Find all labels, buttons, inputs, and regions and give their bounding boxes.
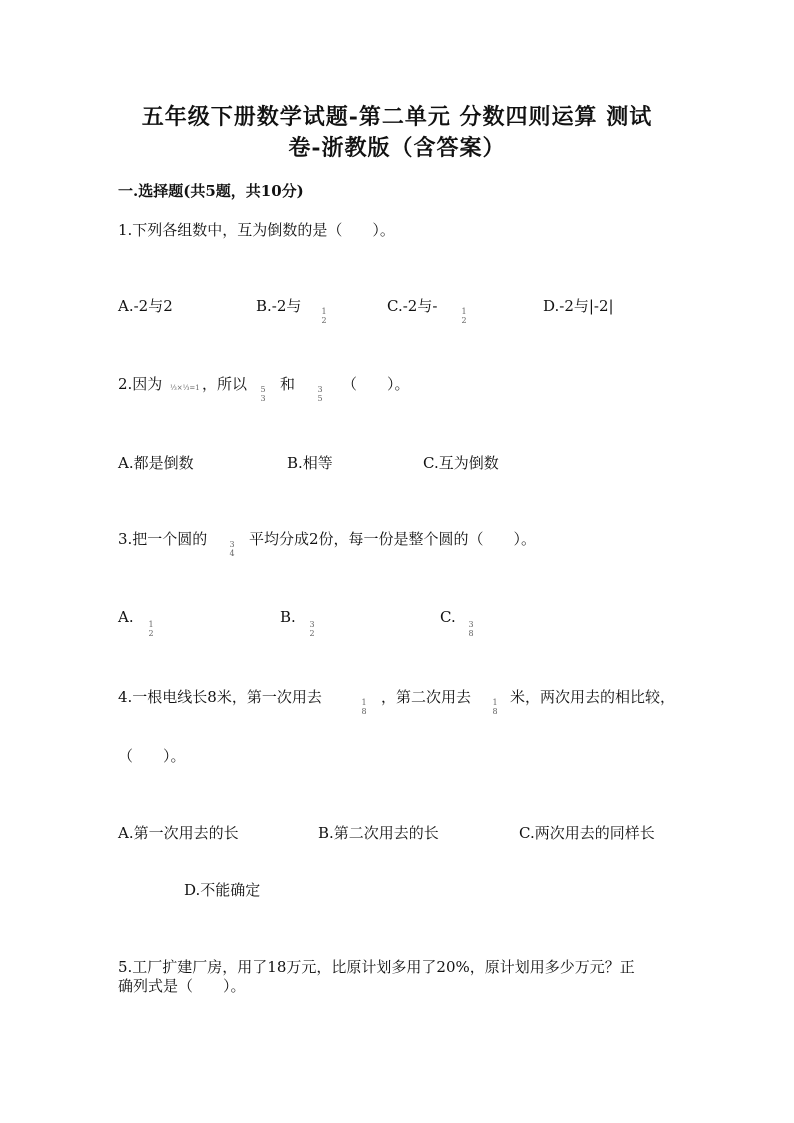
page-title-line1: 五年级下册数学试题-第二单元 分数四则运算 测试	[141, 104, 653, 130]
question-3-part2: 平均分成2份，每一份是整个圆的（ ）。	[249, 530, 537, 548]
question-4-part3: 米，两次用去的相比较，	[510, 688, 676, 706]
q4-option-b: B.第二次用去的长	[318, 824, 439, 842]
q1-option-d: D.-2与|-2|	[543, 297, 614, 315]
question-4-part1: 4.一根电线长8米，第一次用去	[118, 688, 322, 706]
question-1-stem: 1.下列各组数中，互为倒数的是（ ）。	[118, 221, 395, 239]
q2-option-b: B.相等	[287, 454, 333, 472]
q3-fraction: 3 4	[229, 540, 235, 558]
q4-fraction-2: 1 8	[492, 698, 498, 716]
q4-option-a: A.第一次用去的长	[118, 824, 239, 842]
q2-fraction-1: 5 3	[260, 385, 266, 403]
q1-option-b-fraction: 1 2	[321, 307, 327, 325]
q3-option-b-fraction: 3 2	[309, 620, 315, 638]
q3-option-c: C.	[440, 608, 456, 626]
q4-option-d: D.不能确定	[184, 881, 261, 899]
q2-equation-image: ⅓×⅓=1	[170, 384, 200, 392]
question-4-part4: （ ）。	[118, 747, 186, 765]
q1-option-b: B.-2与	[256, 297, 302, 315]
q2-option-a: A.都是倒数	[118, 454, 194, 472]
q3-option-a-fraction: 1 2	[148, 620, 154, 638]
question-4-part2: ，第二次用去	[381, 688, 472, 706]
question-2-part4: （ ）。	[342, 375, 410, 393]
q4-fraction-1: 1 8	[361, 698, 367, 716]
q1-option-a: A.-2与2	[118, 297, 173, 315]
question-2-part2: ，所以	[202, 375, 248, 393]
question-3-part1: 3.把一个圆的	[118, 530, 208, 548]
q3-option-b: B.	[280, 608, 296, 626]
question-2-part1: 2.因为	[118, 375, 163, 393]
question-2-part3: 和	[280, 375, 296, 393]
q2-fraction-2: 3 5	[317, 385, 323, 403]
q3-option-c-fraction: 3 8	[468, 620, 474, 638]
section-heading: 一.选择题(共5题，共10分)	[118, 182, 304, 200]
question-5-line2: 确列式是（ ）。	[118, 977, 246, 995]
q3-option-a: A.	[118, 608, 134, 626]
q2-option-c: C.互为倒数	[423, 454, 499, 472]
question-5-line1: 5.工厂扩建厂房，用了18万元，比原计划多用了20%，原计划用多少万元？正	[118, 958, 635, 976]
q1-option-c-fraction: 1 2	[461, 307, 467, 325]
q4-option-c: C.两次用去的同样长	[519, 824, 655, 842]
q1-option-c: C.-2与-	[387, 297, 438, 315]
page-title-line2: 卷-浙教版（含答案）	[288, 135, 506, 161]
